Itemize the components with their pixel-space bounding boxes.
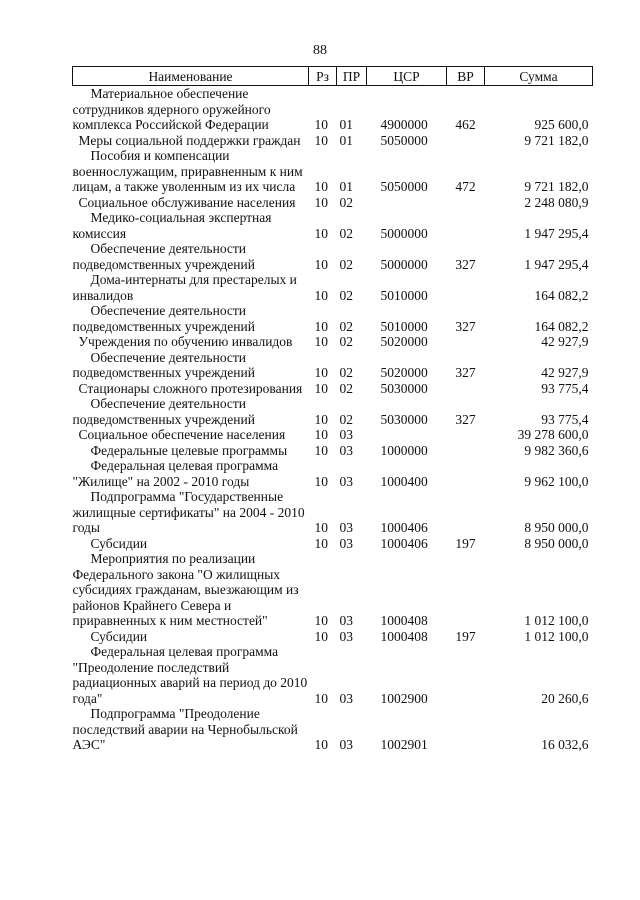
row-name-text: Субсидии [90, 628, 148, 644]
row-name-text: Стационары сложного протезирования [78, 380, 303, 396]
header-csr: ЦСР [367, 67, 447, 86]
cell-name [73, 86, 309, 133]
cell-pr: 02 [339, 380, 353, 396]
cell-csr: 5050000 [380, 132, 428, 148]
cell-name [73, 629, 309, 645]
cell-rz: 10 [314, 380, 328, 396]
table-row [73, 536, 593, 552]
cell-rz: 10 [314, 737, 328, 752]
cell-rz: 10 [314, 520, 328, 535]
cell-name [73, 489, 309, 536]
cell-csr: 5000000 [380, 225, 428, 241]
table-row [73, 427, 593, 443]
cell-vr [447, 272, 485, 303]
row-name-text: Подпрограмма "Преодоление последствий аварии на Чернобыльской АЭС" [72, 706, 298, 752]
cell-sum: 93 775,4 [541, 411, 589, 427]
table-body [73, 86, 593, 753]
table-row [73, 458, 593, 489]
cell-csr: 4900000 [380, 117, 428, 132]
cell-name [73, 396, 309, 427]
cell-name [73, 551, 309, 629]
cell-vr: 197 [455, 535, 476, 551]
cell-vr [447, 427, 485, 443]
row-name-text: Дома-интернаты для престарелых и инвалидов [72, 272, 297, 303]
cell-vr [447, 195, 485, 211]
table-row [73, 396, 593, 427]
row-name-text: Подпрограмма "Государственные жилищные сертификаты" на 2004 - 2010 годы [72, 489, 305, 535]
table-row [73, 334, 593, 350]
cell-pr: 01 [339, 179, 353, 194]
cell-pr: 02 [339, 411, 353, 427]
cell-pr: 03 [339, 613, 353, 628]
cell-vr: 327 [455, 318, 476, 334]
row-name-text: Федеральные целевые программы [90, 442, 288, 458]
cell-csr: 5030000 [380, 380, 428, 396]
cell-sum: 9 721 182,0 [524, 132, 589, 148]
cell-rz: 10 [314, 132, 328, 148]
cell-sum: 1 012 100,0 [524, 613, 589, 628]
table-row [73, 303, 593, 334]
cell-sum: 42 927,9 [541, 365, 589, 380]
cell-name [73, 210, 309, 241]
cell-vr: 472 [455, 179, 476, 194]
cell-pr: 03 [339, 442, 353, 458]
header-pr: ПР [337, 67, 367, 86]
row-name-text: Обеспечение деятельности подведомственных учреждений [72, 396, 255, 427]
cell-vr [447, 381, 485, 397]
cell-vr [447, 210, 485, 241]
header-sum: Сумма [485, 67, 593, 86]
cell-pr: 02 [339, 365, 353, 380]
cell-pr: 03 [339, 535, 353, 551]
table-row [73, 644, 593, 706]
cell-csr: 5010000 [380, 287, 428, 303]
cell-pr: 02 [339, 334, 353, 349]
cell-vr [447, 489, 485, 536]
cell-vr [447, 334, 485, 350]
header-rz: Рз [309, 67, 337, 86]
row-name-text: Пособия и компенсации военнослужащим, приравненным к ним лицам, а также уволенным из их числа [72, 148, 303, 194]
table-header-row [73, 67, 593, 86]
cell-pr: 03 [339, 473, 353, 489]
cell-csr: 5020000 [380, 365, 428, 380]
cell-csr [367, 427, 447, 443]
cell-csr: 5000000 [380, 256, 428, 272]
table-row [73, 706, 593, 753]
cell-name [73, 706, 309, 753]
cell-csr: 5020000 [380, 334, 428, 349]
table-row [73, 195, 593, 211]
cell-sum: 42 927,9 [541, 334, 589, 349]
cell-vr [447, 706, 485, 753]
cell-rz: 10 [314, 613, 328, 628]
cell-name [73, 148, 309, 195]
cell-vr [447, 443, 485, 459]
cell-pr: 03 [339, 427, 353, 442]
cell-csr: 1000408 [380, 628, 428, 644]
cell-pr: 01 [339, 132, 353, 148]
row-name-text: Мероприятия по реализации Федерального закона "О жилищных субсидиях гражданам, выезжающим из районов Крайнего Севера и приравненных к ним местностей" [72, 551, 299, 628]
cell-csr: 1000408 [380, 613, 428, 628]
cell-vr: 197 [455, 628, 476, 644]
cell-csr: 5050000 [380, 179, 428, 194]
cell-name [73, 241, 309, 272]
cell-vr [447, 458, 485, 489]
cell-name [73, 427, 309, 443]
cell-rz: 10 [314, 690, 328, 706]
cell-sum: 20 260,6 [541, 690, 589, 706]
table-row [73, 272, 593, 303]
row-name-text: Обеспечение деятельности подведомственных учреждений [72, 349, 255, 380]
cell-pr: 02 [339, 287, 353, 303]
cell-csr: 5030000 [380, 411, 428, 427]
table-row [73, 551, 593, 629]
cell-sum: 1 947 295,4 [524, 256, 589, 272]
row-name-text: Федеральная целевая программа "Преодоление последствий радиационных аварий на период до 2010 года" [72, 644, 308, 706]
cell-csr: 1002900 [380, 690, 428, 706]
cell-rz: 10 [314, 179, 328, 194]
budget-table [72, 66, 593, 753]
cell-rz: 10 [314, 411, 328, 427]
cell-csr: 1002901 [380, 737, 428, 752]
cell-name [73, 644, 309, 706]
table-row [73, 629, 593, 645]
cell-csr: 1000400 [380, 473, 428, 489]
cell-sum: 8 950 000,0 [524, 520, 589, 535]
cell-rz: 10 [314, 194, 328, 210]
row-name-text: Материальное обеспечение сотрудников ядерного оружейного комплекса Российской Федерации [72, 86, 271, 132]
cell-sum: 93 775,4 [541, 380, 589, 396]
cell-sum: 164 082,2 [534, 287, 589, 303]
cell-pr: 01 [339, 117, 353, 132]
table-row [73, 210, 593, 241]
cell-rz: 10 [314, 287, 328, 303]
cell-vr [447, 133, 485, 149]
cell-sum: 16 032,6 [541, 737, 589, 752]
row-name-text: Обеспечение деятельности подведомственных учреждений [72, 303, 255, 334]
cell-sum: 1 947 295,4 [524, 225, 589, 241]
cell-rz: 10 [314, 427, 328, 442]
cell-rz: 10 [314, 318, 328, 334]
cell-csr: 5010000 [380, 318, 428, 334]
cell-name [73, 303, 309, 334]
header-vr: ВР [447, 67, 485, 86]
cell-vr: 327 [455, 411, 476, 427]
cell-sum: 8 950 000,0 [524, 535, 589, 551]
cell-sum: 925 600,0 [534, 117, 589, 132]
cell-pr: 02 [339, 225, 353, 241]
row-name-text: Обеспечение деятельности подведомственных учреждений [72, 241, 255, 272]
cell-name [73, 536, 309, 552]
cell-sum: 1 012 100,0 [524, 628, 589, 644]
cell-vr [447, 551, 485, 629]
cell-rz: 10 [314, 256, 328, 272]
row-name-text: Медико-социальная экспертная комиссия [72, 210, 272, 241]
cell-pr: 02 [339, 256, 353, 272]
cell-name [73, 133, 309, 149]
table-row [73, 86, 593, 133]
cell-sum: 2 248 080,9 [524, 194, 589, 210]
cell-vr: 327 [455, 256, 476, 272]
cell-csr: 1000406 [380, 535, 428, 551]
cell-name [73, 195, 309, 211]
cell-csr [367, 195, 447, 211]
cell-pr: 03 [339, 690, 353, 706]
cell-sum: 9 982 360,6 [524, 442, 589, 458]
cell-pr: 03 [339, 737, 353, 752]
row-name-text: Социальное обслуживание населения [78, 194, 296, 210]
row-name-text: Меры социальной поддержки граждан [78, 132, 301, 148]
cell-name [73, 272, 309, 303]
cell-pr: 03 [339, 520, 353, 535]
table-row [73, 133, 593, 149]
cell-sum: 9 962 100,0 [524, 473, 589, 489]
row-name-text: Субсидии [90, 535, 148, 551]
table-row [73, 148, 593, 195]
cell-rz: 10 [314, 442, 328, 458]
table-row [73, 443, 593, 459]
cell-rz: 10 [314, 535, 328, 551]
cell-pr: 03 [339, 628, 353, 644]
cell-pr: 02 [339, 318, 353, 334]
cell-pr: 02 [339, 194, 353, 210]
cell-rz: 10 [314, 628, 328, 644]
cell-rz: 10 [314, 117, 328, 132]
table-row [73, 241, 593, 272]
cell-name [73, 350, 309, 381]
row-name-text: Социальное обеспечение населения [78, 427, 286, 442]
row-name-text: Федеральная целевая программа "Жилище" на 2002 - 2010 годы [72, 458, 279, 489]
cell-name [73, 381, 309, 397]
row-name-text: Учреждения по обучению инвалидов [78, 334, 293, 349]
table-row [73, 489, 593, 536]
cell-rz: 10 [314, 334, 328, 349]
cell-vr: 462 [455, 117, 476, 132]
cell-csr: 1000406 [380, 520, 428, 535]
cell-name [73, 443, 309, 459]
cell-rz: 10 [314, 473, 328, 489]
cell-vr: 327 [455, 365, 476, 380]
cell-csr: 1000000 [380, 442, 428, 458]
cell-name [73, 458, 309, 489]
cell-sum: 164 082,2 [534, 318, 589, 334]
page-number: 88 [313, 43, 327, 58]
cell-sum: 9 721 182,0 [524, 179, 589, 194]
cell-name [73, 334, 309, 350]
cell-vr [447, 644, 485, 706]
cell-sum: 39 278 600,0 [517, 427, 589, 442]
table-row [73, 381, 593, 397]
header-name: Наименование [73, 67, 309, 86]
table-row [73, 350, 593, 381]
cell-rz: 10 [314, 365, 328, 380]
cell-rz: 10 [314, 225, 328, 241]
